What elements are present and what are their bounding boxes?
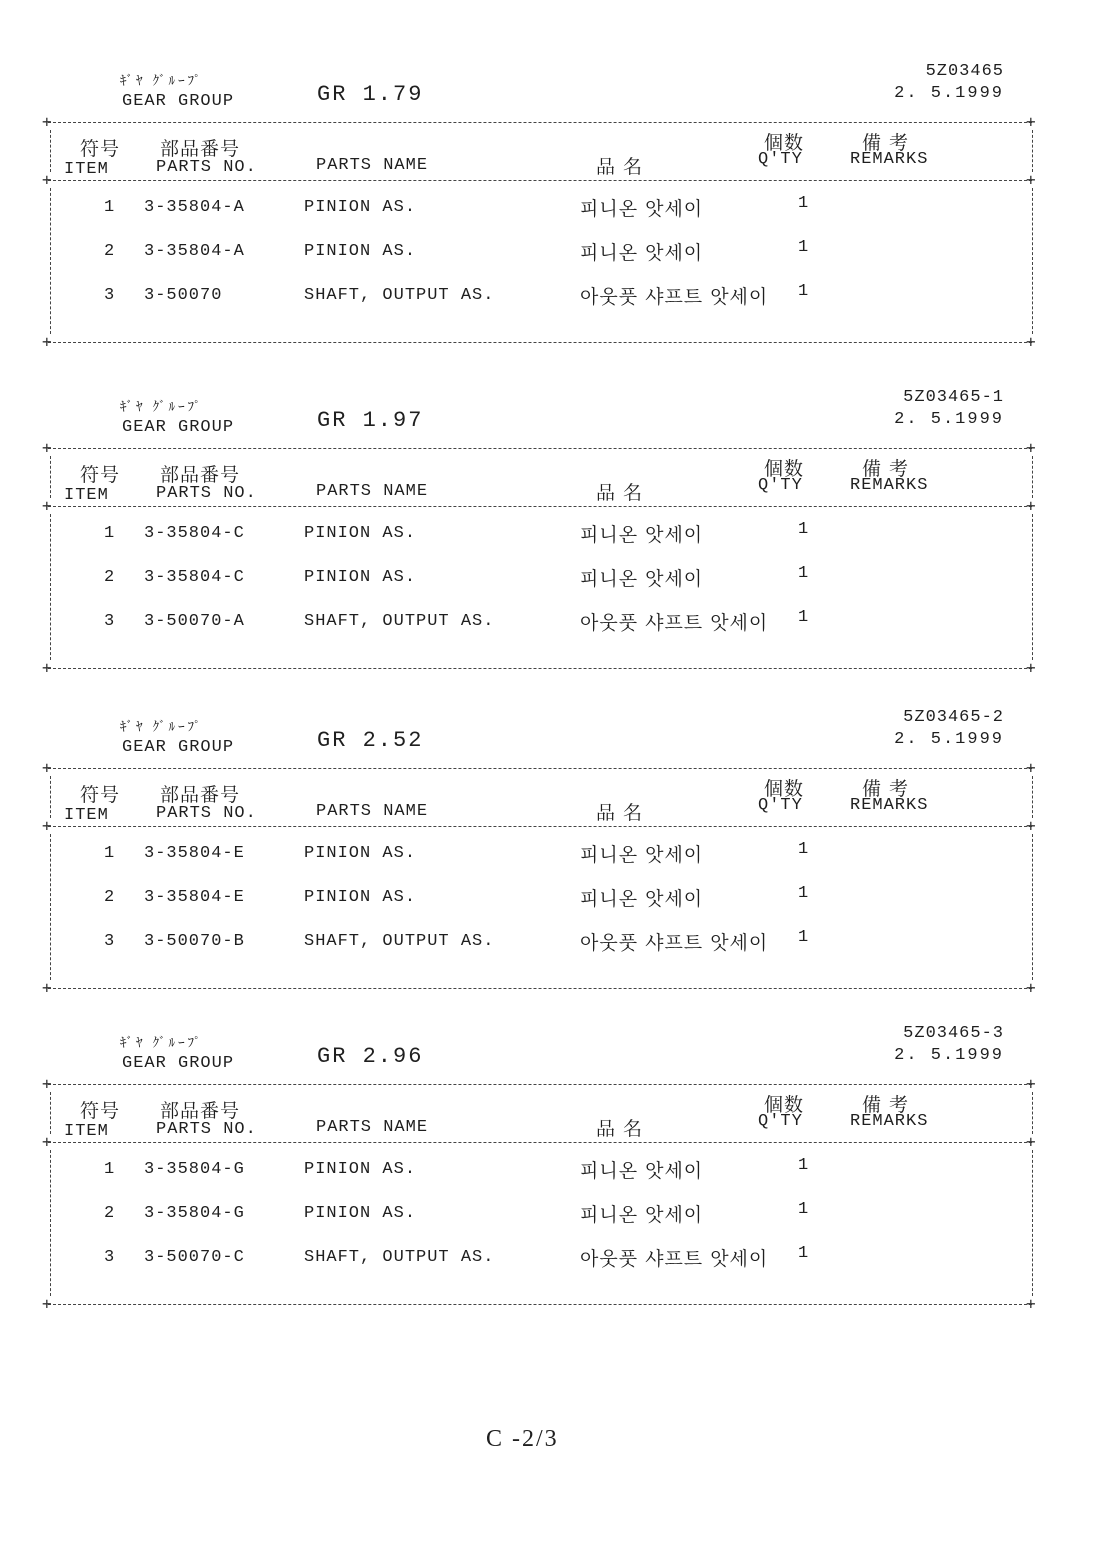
item-number: 2: [104, 1204, 116, 1223]
item-number: 1: [104, 524, 116, 543]
corner-mark: +: [42, 332, 52, 351]
table-border: [50, 514, 51, 660]
group-kana-label: ｷﾞﾔ ｸﾞﾙｰﾌﾟ: [120, 74, 204, 89]
table-rule: [48, 1084, 1032, 1085]
qty-header: Q'TY: [758, 796, 803, 815]
corner-mark: +: [1026, 978, 1036, 997]
remarks-header: REMARKS: [850, 476, 929, 495]
corner-mark: +: [42, 658, 52, 677]
gear-ratio: GR 2.52: [317, 728, 424, 753]
table-rule: [48, 448, 1032, 449]
parts-no-header: PARTS NO.: [156, 1120, 257, 1139]
parts-no-header: PARTS NO.: [156, 158, 257, 177]
quantity: 1: [798, 520, 810, 539]
part-number: 3-50070-B: [144, 932, 245, 951]
parts-name-header: PARTS NAME: [316, 156, 429, 175]
part-name: SHAFT, OUTPUT AS.: [304, 612, 495, 631]
part-name: PINION AS.: [304, 844, 417, 863]
corner-mark: +: [1026, 1074, 1036, 1093]
table-rule: [48, 768, 1032, 769]
parts-name-local-header: 品 名: [596, 802, 644, 824]
table-border: [1032, 514, 1033, 660]
item-number: 3: [104, 612, 116, 631]
part-name: PINION AS.: [304, 568, 417, 587]
parts-no-header-jp: 部品番号: [160, 1100, 241, 1122]
corner-mark: +: [42, 438, 52, 457]
gear-group-block: [0, 708, 1100, 1016]
table-border: [1032, 776, 1033, 818]
remarks-header-jp: 備 考: [862, 778, 910, 800]
item-number: 2: [104, 242, 116, 261]
part-number: 3-35804-G: [144, 1160, 245, 1179]
table-rule: [48, 506, 1032, 507]
table-rule: [48, 1142, 1032, 1143]
quantity: 1: [798, 1200, 810, 1219]
part-name: PINION AS.: [304, 1204, 417, 1223]
corner-mark: +: [1026, 658, 1036, 677]
gear-group-block: [0, 1024, 1100, 1332]
group-kana-label: ｷﾞﾔ ｸﾞﾙｰﾌﾟ: [120, 400, 204, 415]
remarks-header: REMARKS: [850, 150, 929, 169]
item-header: ITEM: [64, 806, 109, 825]
remarks-header-jp: 備 考: [862, 458, 910, 480]
table-rule: [48, 668, 1032, 669]
part-name-korean: 피니온 앗세이: [580, 1160, 704, 1182]
corner-mark: +: [1026, 170, 1036, 189]
group-label: GEAR GROUP: [122, 1054, 235, 1073]
item-header-jp: 符号: [80, 1100, 121, 1122]
quantity: 1: [798, 1244, 810, 1263]
document-number: 5Z03465-1: [903, 388, 1004, 407]
item-header: ITEM: [64, 160, 109, 179]
corner-mark: +: [1026, 816, 1036, 835]
part-name: SHAFT, OUTPUT AS.: [304, 1248, 495, 1267]
corner-mark: +: [42, 978, 52, 997]
quantity: 1: [798, 282, 810, 301]
gear-ratio: GR 2.96: [317, 1044, 424, 1069]
item-number: 1: [104, 844, 116, 863]
part-name: PINION AS.: [304, 1160, 417, 1179]
part-name: SHAFT, OUTPUT AS.: [304, 286, 495, 305]
remarks-header-jp: 備 考: [862, 1094, 910, 1116]
item-header: ITEM: [64, 486, 109, 505]
document-date: 2. 5.1999: [894, 1046, 1004, 1065]
document-number: 5Z03465-3: [903, 1024, 1004, 1043]
corner-mark: +: [1026, 1132, 1036, 1151]
corner-mark: +: [1026, 438, 1036, 457]
group-label: GEAR GROUP: [122, 92, 235, 111]
table-border: [50, 130, 51, 172]
group-label: GEAR GROUP: [122, 418, 235, 437]
item-header-jp: 符号: [80, 464, 121, 486]
table-rule: [48, 122, 1032, 123]
corner-mark: +: [1026, 758, 1036, 777]
table-border: [50, 1092, 51, 1134]
parts-name-header: PARTS NAME: [316, 1118, 429, 1137]
part-name-korean: 아웃풋 샤프트 앗세이: [580, 932, 769, 954]
item-number: 3: [104, 1248, 116, 1267]
part-name-korean: 피니온 앗세이: [580, 242, 704, 264]
part-name-korean: 피니온 앗세이: [580, 524, 704, 546]
part-number: 3-50070-A: [144, 612, 245, 631]
parts-name-local-header: 品 名: [596, 1118, 644, 1140]
part-number: 3-35804-C: [144, 524, 245, 543]
corner-mark: +: [42, 1294, 52, 1313]
table-border: [1032, 456, 1033, 498]
remarks-header: REMARKS: [850, 796, 929, 815]
document-date: 2. 5.1999: [894, 84, 1004, 103]
table-rule: [48, 1304, 1032, 1305]
part-number: 3-35804-A: [144, 198, 245, 217]
part-name-korean: 피니온 앗세이: [580, 888, 704, 910]
document-date: 2. 5.1999: [894, 730, 1004, 749]
parts-name-header: PARTS NAME: [316, 802, 429, 821]
table-border: [1032, 188, 1033, 334]
part-name-korean: 아웃풋 샤프트 앗세이: [580, 612, 769, 634]
group-kana-label: ｷﾞﾔ ｸﾞﾙｰﾌﾟ: [120, 720, 204, 735]
qty-header: Q'TY: [758, 476, 803, 495]
item-header: ITEM: [64, 1122, 109, 1141]
part-number: 3-35804-G: [144, 1204, 245, 1223]
part-name-korean: 피니온 앗세이: [580, 198, 704, 220]
qty-header-jp: 個数: [764, 458, 805, 480]
part-name-korean: 피니온 앗세이: [580, 1204, 704, 1226]
group-kana-label: ｷﾞﾔ ｸﾞﾙｰﾌﾟ: [120, 1036, 204, 1051]
part-number: 3-35804-A: [144, 242, 245, 261]
item-number: 2: [104, 888, 116, 907]
parts-name-local-header: 品 名: [596, 482, 644, 504]
item-number: 3: [104, 286, 116, 305]
corner-mark: +: [42, 496, 52, 515]
gear-ratio: GR 1.97: [317, 408, 424, 433]
table-border: [1032, 834, 1033, 980]
parts-no-header-jp: 部品番号: [160, 784, 241, 806]
qty-header-jp: 個数: [764, 778, 805, 800]
item-number: 1: [104, 198, 116, 217]
group-label: GEAR GROUP: [122, 738, 235, 757]
table-rule: [48, 180, 1032, 181]
corner-mark: +: [42, 112, 52, 131]
table-border: [50, 776, 51, 818]
table-rule: [48, 342, 1032, 343]
quantity: 1: [798, 840, 810, 859]
gear-group-block: [0, 62, 1100, 370]
table-border: [50, 834, 51, 980]
remarks-header: REMARKS: [850, 1112, 929, 1131]
part-name-korean: 피니온 앗세이: [580, 844, 704, 866]
item-number: 1: [104, 1160, 116, 1179]
part-number: 3-50070-C: [144, 1248, 245, 1267]
parts-no-header: PARTS NO.: [156, 484, 257, 503]
quantity: 1: [798, 564, 810, 583]
part-number: 3-50070: [144, 286, 223, 305]
quantity: 1: [798, 928, 810, 947]
quantity: 1: [798, 194, 810, 213]
part-name-korean: 아웃풋 샤프트 앗세이: [580, 286, 769, 308]
gear-ratio: GR 1.79: [317, 82, 424, 107]
corner-mark: +: [1026, 112, 1036, 131]
item-number: 2: [104, 568, 116, 587]
table-border: [1032, 130, 1033, 172]
qty-header-jp: 個数: [764, 132, 805, 154]
document-number: 5Z03465-2: [903, 708, 1004, 727]
parts-name-local-header: 品 名: [596, 156, 644, 178]
item-number: 3: [104, 932, 116, 951]
quantity: 1: [798, 884, 810, 903]
corner-mark: +: [1026, 496, 1036, 515]
document-number: 5Z03465: [925, 62, 1004, 81]
part-name-korean: 아웃풋 샤프트 앗세이: [580, 1248, 769, 1270]
qty-header-jp: 個数: [764, 1094, 805, 1116]
parts-no-header-jp: 部品番号: [160, 138, 241, 160]
quantity: 1: [798, 1156, 810, 1175]
gear-group-block: [0, 388, 1100, 696]
parts-name-header: PARTS NAME: [316, 482, 429, 501]
part-name: PINION AS.: [304, 888, 417, 907]
parts-no-header: PARTS NO.: [156, 804, 257, 823]
parts-no-header-jp: 部品番号: [160, 464, 241, 486]
table-border: [50, 456, 51, 498]
quantity: 1: [798, 238, 810, 257]
part-number: 3-35804-C: [144, 568, 245, 587]
corner-mark: +: [42, 758, 52, 777]
part-number: 3-35804-E: [144, 888, 245, 907]
corner-mark: +: [42, 816, 52, 835]
table-border: [50, 1150, 51, 1296]
corner-mark: +: [1026, 332, 1036, 351]
corner-mark: +: [1026, 1294, 1036, 1313]
table-rule: [48, 826, 1032, 827]
qty-header: Q'TY: [758, 1112, 803, 1131]
table-border: [1032, 1092, 1033, 1134]
table-border: [1032, 1150, 1033, 1296]
corner-mark: +: [42, 1074, 52, 1093]
qty-header: Q'TY: [758, 150, 803, 169]
page-number: C -2/3: [486, 1426, 559, 1452]
item-header-jp: 符号: [80, 784, 121, 806]
part-name: SHAFT, OUTPUT AS.: [304, 932, 495, 951]
document-date: 2. 5.1999: [894, 410, 1004, 429]
table-rule: [48, 988, 1032, 989]
part-name: PINION AS.: [304, 524, 417, 543]
part-name-korean: 피니온 앗세이: [580, 568, 704, 590]
part-name: PINION AS.: [304, 242, 417, 261]
part-name: PINION AS.: [304, 198, 417, 217]
part-number: 3-35804-E: [144, 844, 245, 863]
table-border: [50, 188, 51, 334]
item-header-jp: 符号: [80, 138, 121, 160]
remarks-header-jp: 備 考: [862, 132, 910, 154]
corner-mark: +: [42, 1132, 52, 1151]
corner-mark: +: [42, 170, 52, 189]
quantity: 1: [798, 608, 810, 627]
